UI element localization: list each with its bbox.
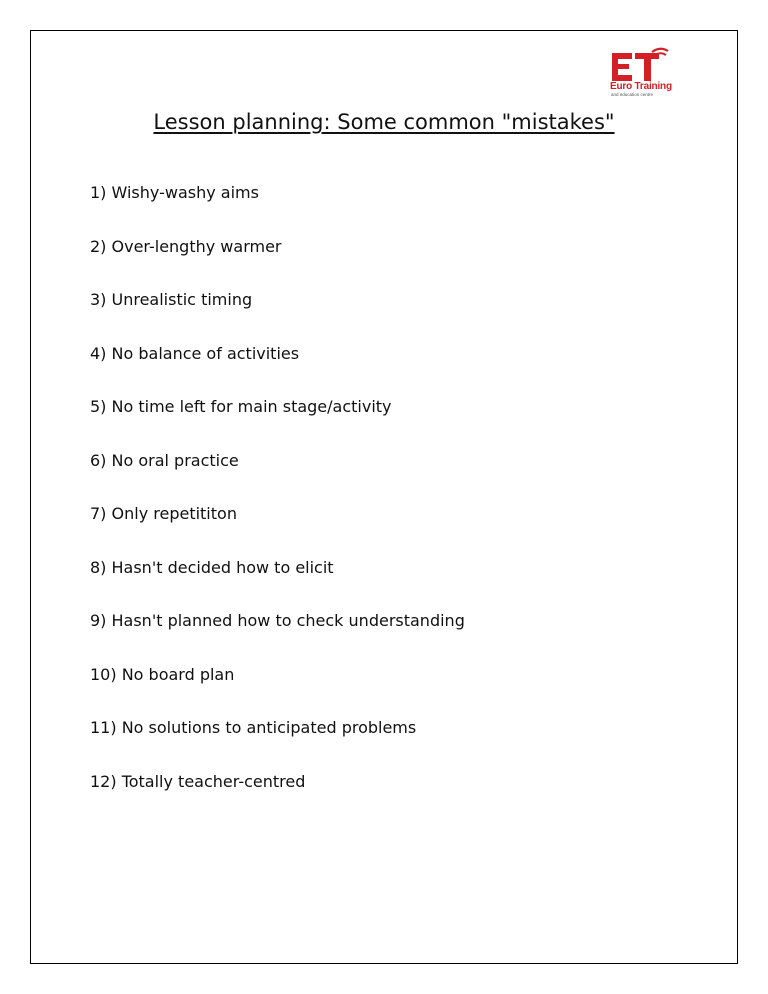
logo-tagline: and education centre xyxy=(611,92,654,97)
mistakes-list xyxy=(90,181,465,823)
page-title: Lesson planning: Some common "mistakes" xyxy=(153,110,615,134)
list-item: 11) No solutions to anticipated problems xyxy=(90,718,417,737)
logo-name: Euro Training xyxy=(610,81,672,92)
euro-training-logo xyxy=(608,44,682,100)
list-item: 4) No balance of activities xyxy=(90,343,300,363)
et-logo-mark-icon xyxy=(608,44,682,84)
list-item: 8) Hasn't decided how to elicit xyxy=(90,557,334,577)
list-item: 1) Wishy-washy aims xyxy=(90,183,259,202)
list-item: 7) Only repetititon xyxy=(90,504,237,523)
list-item: 12) Totally teacher-centred xyxy=(90,771,306,791)
list-item: 9) Hasn't planned how to check understanding xyxy=(90,611,465,630)
list-item: 2) Over-lengthy warmer xyxy=(90,236,282,256)
list-item: 3) Unrealistic timing xyxy=(90,290,253,309)
list-item: 10) No board plan xyxy=(90,664,235,684)
list-item: 6) No oral practice xyxy=(90,450,239,470)
list-item: 5) No time left for main stage/activity xyxy=(90,397,392,416)
